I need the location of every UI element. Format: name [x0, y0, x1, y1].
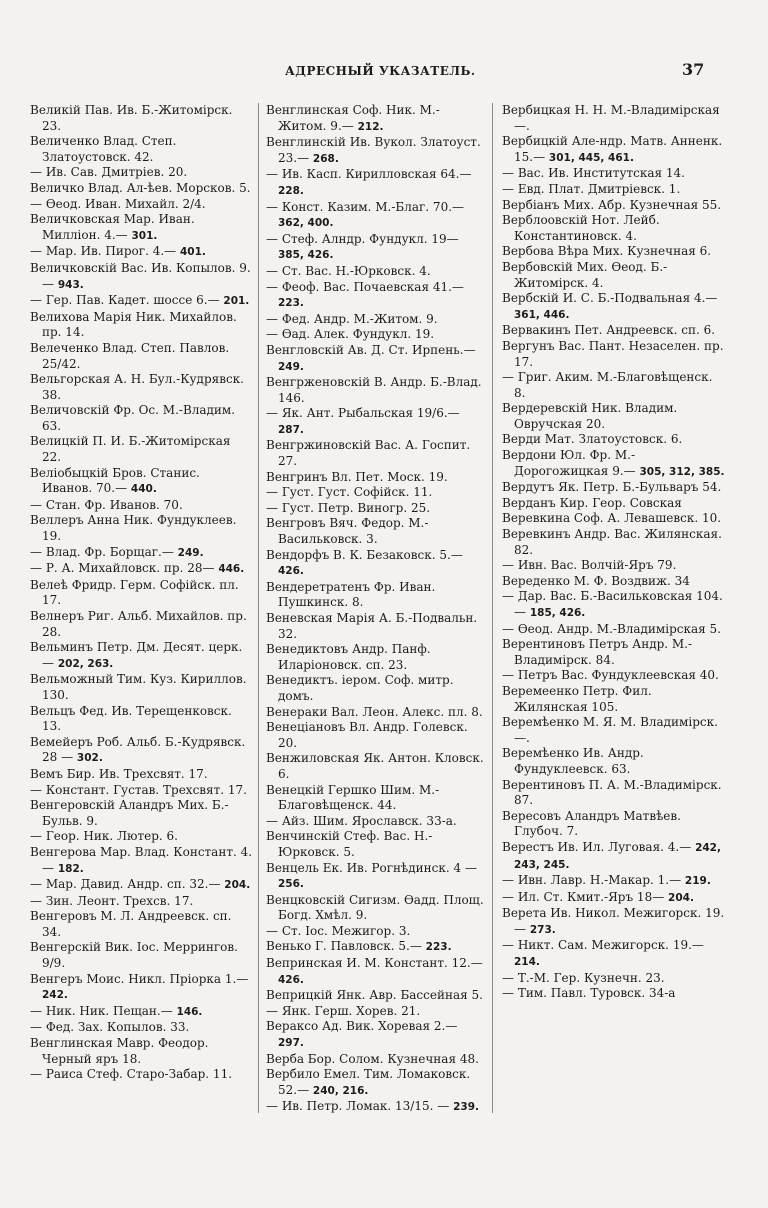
entry-text: Венько Г. Павловск. 5.—: [266, 939, 422, 954]
directory-entry: [266, 720, 486, 751]
entry-text: Великій Пав. Ив. Б.-Житомірск. 23.: [30, 103, 233, 133]
phone-number: 297.: [278, 1037, 304, 1050]
directory-entry: [30, 1067, 253, 1083]
directory-entry: [502, 244, 726, 260]
entry-text: Вельцъ Фед. Ив. Терещенковск. 13.: [30, 703, 232, 734]
phone-number: 362, 400.: [278, 217, 334, 230]
page-header: [0, 60, 768, 84]
phone-number: 146.: [176, 1005, 203, 1018]
directory-entry: [266, 343, 486, 375]
entry-text: Венгеръ Моис. Никл. Пріорка 1.—: [30, 971, 249, 986]
entry-text: Веневская Марія А. Б.-Подвальн. 32.: [266, 611, 478, 641]
directory-entry: [266, 642, 486, 673]
entry-text: Веприцкій Янк. Авр. Бассейная 5.: [266, 988, 483, 1003]
entry-text: — Григ. Аким. М.-Благовѣщенск. 8.: [502, 370, 713, 400]
entry-text: Велеѣ Фридр. Герм. Софійск. пл. 17.: [30, 577, 239, 608]
directory-entry: [266, 893, 486, 924]
directory-entry: [502, 890, 726, 907]
directory-entry: [502, 809, 726, 840]
directory-entry: [266, 1004, 486, 1020]
entry-text: Венгржиновскій Вас. А. Госпит. 27.: [266, 438, 471, 469]
directory-entry: [266, 611, 486, 642]
column-left: [30, 103, 253, 1188]
entry-text: Венгловскій Ав. Д. Ст. Ирпень.—: [266, 342, 476, 357]
directory-entry: [266, 501, 486, 517]
entry-text: Вердони Юл. Фр. М.-Дорогожицкая 9.—: [502, 448, 636, 478]
page-number: 37: [682, 60, 705, 79]
entry-text: — Ив. Петр. Ломак. 13/15. —: [266, 1099, 450, 1114]
directory-entry: [266, 939, 486, 956]
directory-entry: [266, 312, 486, 328]
phone-number: 204.: [224, 879, 251, 892]
directory-entry: [30, 1036, 253, 1067]
directory-entry: [266, 167, 486, 199]
directory-entry: [30, 1020, 253, 1036]
entry-text: Вельможный Тим. Куз. Кириллов. 130.: [30, 672, 247, 702]
entry-text: — Тим. Павл. Туровск. 34-а: [502, 986, 676, 1001]
phone-number: 302.: [76, 752, 103, 765]
entry-text: Веремѣенко Ив. Андр. Фундуклеевск. 63.: [502, 746, 644, 776]
directory-entry: [502, 291, 726, 323]
directory-entry: [266, 751, 486, 782]
directory-entry: [502, 213, 726, 244]
entry-text: Величовскій Фр. Ос. М.-Владим. 63.: [30, 403, 236, 433]
entry-text: Вересовъ Аландръ Матвѣев. Глубоч. 7.: [502, 808, 681, 839]
phone-number: 223.: [425, 941, 452, 954]
directory-entry: [502, 480, 726, 496]
entry-text: — Петръ Вас. Фундуклеевская 40.: [502, 668, 719, 683]
directory-entry: [30, 609, 253, 640]
entry-text: — Феоф. Вас. Почаевская 41.—: [266, 279, 464, 294]
directory-entry: [502, 938, 726, 970]
directory-entry: [30, 845, 253, 877]
directory-entry: [30, 197, 253, 213]
entry-text: Вепринская И. М. Констант. 12.—: [266, 956, 483, 971]
entry-text: — Вас. Ив. Институтская 14.: [502, 166, 685, 181]
entry-text: — Евд. Плат. Дмитріевск. 1.: [502, 181, 681, 196]
entry-text: Венцель Ек. Ив. Рогнѣдинск. 4 —: [266, 860, 477, 875]
entry-text: Венжиловская Як. Антон. Кловск. 6.: [266, 751, 484, 781]
phone-number: 182.: [57, 862, 84, 875]
entry-text: Величковскій Вас. Ив. Копылов. 9.—: [30, 260, 251, 291]
entry-text: Венгрженовскій В. Андр. Б.-Влад. 146.: [266, 375, 482, 405]
directory-entry: [30, 434, 253, 465]
entry-text: — Ник. Ник. Пещан.—: [30, 1003, 173, 1018]
entry-text: Венгеровъ М. Л. Андреевск. сп. 34.: [30, 909, 232, 939]
entry-text: Вердеревскій Ник. Владим. Овручская 20.: [502, 401, 678, 431]
directory-entry: [30, 498, 253, 514]
directory-entry: [502, 906, 726, 938]
directory-entry: [30, 403, 253, 434]
directory-entry: [30, 829, 253, 845]
entry-text: Венгровъ Вяч. Федор. М.-Васильковск. 3.: [266, 516, 429, 547]
directory-entry: [502, 401, 726, 432]
directory-entry: [266, 783, 486, 814]
entry-text: Вербило Емел. Тим. Ломаковск. 52.—: [266, 1067, 471, 1097]
phone-number: 440.: [130, 483, 157, 496]
directory-entry: [30, 798, 253, 829]
directory-entry: [30, 310, 253, 341]
directory-entry: [30, 165, 253, 181]
directory-entry: [266, 956, 486, 988]
phone-number: 268.: [312, 152, 339, 165]
entry-text: Вергунъ Вас. Пант. Незаселен. пр. 17.: [502, 338, 724, 369]
phone-number: 240, 216.: [312, 1084, 369, 1097]
phone-number: 301, 445, 461.: [548, 151, 634, 164]
entry-text: Венераки Вал. Леон. Алекс. пл. 8.: [266, 704, 483, 719]
entry-text: — Густ. Петр. Виногр. 25.: [266, 500, 431, 515]
phone-number: 943.: [57, 278, 84, 291]
directory-entry: [30, 767, 253, 783]
directory-entry: [266, 1019, 486, 1051]
entry-text: — Янк. Герш. Хорев. 21.: [266, 1003, 421, 1018]
entry-text: — Никт. Сам. Межигорск. 19.—: [502, 938, 704, 953]
directory-entry: [502, 432, 726, 448]
entry-text: — Ѳад. Алек. Фундукл. 19.: [266, 327, 435, 342]
entry-text: Вербовскій Мих. Ѳеод. Б.-Житомірск. 4.: [502, 259, 668, 290]
directory-entry: [30, 134, 253, 165]
phone-number: 305, 312, 385.: [639, 465, 725, 478]
phone-number: 446.: [218, 563, 245, 576]
directory-entry: [502, 339, 726, 370]
phone-number: 385, 426.: [278, 249, 334, 262]
phone-number: 401.: [179, 246, 206, 259]
entry-text: Венчинскій Стеф. Вас. Н.-Юрковск. 5.: [266, 829, 433, 859]
phone-number: 202, 263.: [57, 657, 114, 670]
directory-entry: [266, 1067, 486, 1099]
entry-text: Велнеръ Риг. Альб. Михайлов. пр. 28.: [30, 609, 247, 639]
entry-text: Венедиктовъ Андр. Панф. Иларіоновск. сп. 23.: [266, 642, 431, 672]
directory-entry: [502, 622, 726, 638]
entry-text: Вераксо Ад. Вик. Хоревая 2.—: [266, 1019, 458, 1034]
entry-text: Венцковскій Сигизм. Ѳадд. Площ. Богд. Хмѣл. 9.: [266, 892, 484, 923]
entry-text: Велихова Марія Ник. Михайлов. пр. 14.: [30, 309, 237, 340]
entry-text: — Стеф. Алндр. Фундукл. 19—: [266, 231, 459, 246]
directory-entry: [502, 746, 726, 777]
entry-text: — Як. Ант. Рыбальская 19/6.—: [266, 406, 460, 421]
directory-entry: [502, 370, 726, 401]
entry-text: Вербіанъ Мих. Абр. Кузнечная 55.: [502, 197, 722, 212]
phone-number: 249.: [278, 360, 304, 373]
directory-entry: [266, 280, 486, 312]
entry-text: Веремеенко Петр. Фил. Жилянская 105.: [502, 683, 652, 714]
phone-number: 204.: [668, 891, 694, 904]
phone-number: 219.: [684, 875, 711, 888]
directory-entry: [30, 909, 253, 940]
directory-entry: [266, 580, 486, 611]
directory-entry: [30, 244, 253, 261]
directory-entry: [30, 181, 253, 197]
directory-entry: [30, 561, 253, 578]
directory-entry: [30, 877, 253, 894]
phone-number: 228.: [278, 184, 304, 197]
directory-entry: [502, 527, 726, 558]
directory-entry: [30, 672, 253, 703]
entry-text: Велеченко Влад. Степ. Павлов. 25/42.: [30, 340, 230, 371]
directory-entry: [266, 264, 486, 280]
entry-text: Верба Бор. Солом. Кузнечная 48.: [266, 1051, 479, 1066]
phone-number: 426.: [278, 973, 304, 986]
directory-entry: [502, 971, 726, 987]
directory-entry: [266, 924, 486, 940]
column-middle: [266, 103, 486, 1188]
directory-entry: [266, 327, 486, 343]
entry-text: Венгринъ Вл. Пет. Моск. 19.: [266, 469, 448, 484]
directory-entry: [266, 470, 486, 486]
directory-entry: [502, 986, 726, 1002]
entry-text: Венедиктъ. іером. Соф. митр. домъ.: [266, 673, 454, 703]
entry-text: Вербицкій Але-ндр. Матв. Анненк. 15.—: [502, 134, 723, 164]
entry-text: Вемъ Бир. Ив. Трехсвят. 17.: [30, 766, 208, 781]
phone-number: 361, 446.: [514, 308, 570, 321]
directory-entry: [266, 548, 486, 580]
entry-text: — Зин. Леонт. Трехсв. 17.: [30, 893, 194, 908]
entry-text: — Р. А. Михайловск. пр. 28—: [30, 561, 215, 576]
phone-number: 256.: [278, 878, 304, 891]
entry-text: Верестъ Ив. Ил. Луговая. 4.—: [502, 839, 692, 854]
entry-text: — Ст. Вас. Н.-Юрковск. 4.: [266, 263, 431, 278]
entry-text: Венецкій Гершко Шим. М.-Благовѣщенск. 44.: [266, 782, 440, 813]
directory-entry: [30, 1004, 253, 1021]
phone-number: 185, 426.: [529, 607, 586, 619]
entry-text: Вельминъ Петр. Дм. Десят. церк.—: [30, 640, 243, 670]
entry-text: Веліобыцкій Бров. Станис. Иванов. 70.—: [30, 465, 200, 496]
directory-entry: [502, 134, 726, 166]
phone-number: 301.: [131, 229, 158, 242]
entry-text: Венглинскій Ив. Вукол. Златоуст. 23.—: [266, 135, 481, 165]
entry-text: Веллеръ Анна Ник. Фундуклеев. 19.: [30, 513, 237, 544]
column-divider: [258, 103, 259, 1113]
entry-text: Венгерова Мар. Влад. Констант. 4.—: [30, 844, 253, 875]
directory-entry: [30, 372, 253, 403]
entry-text: — Конст. Казим. М.-Благ. 70.—: [266, 199, 465, 214]
entry-text: Венгеровскій Аландръ Мих. Б.-Бульв. 9.: [30, 798, 229, 828]
entry-text: Верета Ив. Никол. Межигорск. 19.—: [502, 906, 725, 936]
directory-entry: [30, 972, 253, 1004]
entry-text: Величковская Мар. Иван. Милліон. 4.—: [30, 212, 195, 242]
directory-entry: [502, 323, 726, 339]
phone-number: 287.: [278, 423, 304, 436]
directory-entry: [30, 341, 253, 372]
entry-text: Вербова Вѣра Мих. Кузнечная 6.: [502, 244, 712, 259]
entry-text: — Ив. Касп. Кирилловская 64.—: [266, 167, 472, 182]
directory-entry: [266, 705, 486, 721]
phone-number: 201.: [223, 295, 250, 308]
directory-entry: [266, 988, 486, 1004]
entry-text: Верданъ Кир. Геор. Совская: [502, 495, 682, 510]
directory-entry: [266, 103, 486, 135]
entry-text: — Ив. Сав. Дмитріев. 20.: [30, 165, 188, 180]
directory-entry: [30, 783, 253, 799]
directory-entry: [266, 438, 486, 469]
directory-entry: [502, 260, 726, 291]
entry-text: Веремѣенко М. Я. М. Владимірск. —.: [502, 715, 718, 745]
entry-text: — Ивн. Лавр. Н.-Макар. 1.—: [502, 873, 682, 888]
entry-text: Венглинская Мавр. Феодор. Черный яръ 18.: [30, 1036, 209, 1066]
entry-text: Веревкина Соф. А. Левашевск. 10.: [502, 511, 722, 526]
entry-text: Вереденко М. Ф. Воздвиж. 34: [502, 573, 690, 588]
directory-entry: [266, 375, 486, 406]
phone-number: 239.: [453, 1101, 479, 1114]
directory-entry: [502, 166, 726, 182]
entry-text: Величенко Влад. Степ. Златоустовск. 42.: [30, 134, 177, 164]
phone-number: 242, 243, 245.: [514, 841, 721, 871]
phone-number: 273.: [529, 923, 556, 936]
directory-entry: [30, 545, 253, 562]
entry-text: Верентиновъ П. А. М.-Владимірск. 87.: [502, 777, 722, 808]
phone-number: 212.: [357, 120, 384, 133]
entry-text: — Ѳеод. Андр. М.-Владимірская 5.: [502, 621, 721, 636]
entry-text: — Фед. Андр. М.-Житом. 9.: [266, 311, 438, 326]
directory-entry: [502, 840, 726, 873]
entry-text: Вервакинъ Пет. Андреевск. сп. 6.: [502, 323, 716, 338]
entry-text: Верблоовскій Нот. Лейб. Константиновск. 4.: [502, 213, 660, 243]
directory-entry: [502, 496, 726, 512]
directory-entry: [266, 200, 486, 232]
directory-entry: [30, 293, 253, 310]
directory-entry: [30, 212, 253, 244]
directory-entry: [266, 485, 486, 501]
entry-text: Венгерскій Вик. Іос. Меррингов. 9/9.: [30, 940, 238, 971]
entry-text: Венеціановъ Вл. Андр. Голевск. 20.: [266, 720, 468, 750]
directory-entry: [266, 516, 486, 547]
directory-entry: [502, 103, 726, 134]
directory-entry: [30, 466, 253, 498]
directory-entry: [266, 829, 486, 860]
entry-text: Веревкинъ Андр. Вас. Жилянская. 82.: [502, 527, 722, 557]
phone-number: 242.: [42, 989, 68, 1002]
entry-text: — Раиса Стеф. Старо-Забар. 11.: [30, 1067, 233, 1082]
directory-entry: [30, 103, 253, 134]
directory-entry: [502, 511, 726, 527]
entry-text: — Влад. Фр. Борщаг.—: [30, 544, 174, 559]
phone-number: 223.: [278, 297, 304, 310]
entry-text: Венглинская Соф. Ник. М.-Житом. 9.—: [266, 103, 440, 133]
directory-entry: [266, 1052, 486, 1068]
directory-entry: [502, 715, 726, 746]
directory-entry: [502, 668, 726, 684]
phone-number: 249.: [177, 546, 204, 559]
entry-text: — Фед. Зах. Копылов. 33.: [30, 1020, 190, 1035]
directory-entry: [266, 673, 486, 704]
entry-text: — Дар. Вас. Б.-Васильковская 104.—: [502, 589, 723, 619]
entry-text: Вемейеръ Роб. Альб. Б.-Кудрявск. 28 —: [30, 734, 246, 765]
entry-text: — Т.-М. Гер. Кузнечн. 23.: [502, 970, 665, 985]
entry-text: — Ивн. Вас. Волчій-Яръ 79.: [502, 558, 677, 573]
entry-text: — Густ. Густ. Софійск. 11.: [266, 485, 433, 500]
entry-text: Велицкій П. И. Б.-Житомірская 22.: [30, 434, 231, 465]
running-title: АДРЕСНЫЙ УКАЗАТЕЛЬ.: [285, 64, 476, 78]
directory-entry: [30, 261, 253, 293]
entry-text: — Геор. Ник. Лютер. 6.: [30, 829, 178, 844]
directory-entry: [502, 684, 726, 715]
entry-text: — Ст. Іос. Межигор. 3.: [266, 923, 411, 938]
phone-number: 426.: [278, 565, 304, 578]
directory-entry: [502, 778, 726, 809]
entry-text: — Стан. Фр. Иванов. 70.: [30, 497, 183, 512]
directory-entry: [266, 232, 486, 264]
directory-entry: [30, 894, 253, 910]
directory-entry: [30, 704, 253, 735]
directory-entry: [502, 873, 726, 890]
entry-text: — Гер. Пав. Кадет. шоссе 6.—: [30, 293, 220, 308]
directory-entry: [30, 513, 253, 544]
entry-text: Вердутъ Як. Петр. Б.-Бульваръ 54.: [502, 480, 722, 495]
entry-text: — Мар. Ив. Пирог. 4.—: [30, 244, 177, 259]
entry-text: Вендеретратенъ Фр. Иван. Пушкинск. 8.: [266, 579, 436, 610]
directory-entry: [266, 406, 486, 438]
directory-entry: [30, 735, 253, 767]
directory-entry: [502, 637, 726, 668]
entry-text: — Ил. Ст. Кмит.-Яръ 18—: [502, 889, 665, 904]
directory-entry: [266, 1099, 486, 1116]
entry-text: Вербскій И. С. Б.-Подвальная 4.—: [502, 291, 718, 306]
directory-entry: [266, 814, 486, 830]
directory-entry: [266, 135, 486, 167]
entry-text: Вельгорская А. Н. Бул.-Кудрявск. 38.: [30, 372, 244, 402]
entry-text: — Ѳеод. Иван. Михайл. 2/4.: [30, 196, 206, 211]
directory-entry: [502, 589, 726, 621]
directory-entry: [502, 574, 726, 590]
directory-entry: [266, 861, 486, 893]
entry-text: Верди Мат. Златоустовск. 6.: [502, 432, 683, 447]
entry-text: — Констант. Густав. Трехсвят. 17.: [30, 782, 247, 797]
directory-entry: [30, 940, 253, 971]
directory-entry: [502, 448, 726, 480]
directory-entry: [502, 182, 726, 198]
directory-entry: [30, 578, 253, 609]
directory-entry: [502, 198, 726, 214]
column-divider: [492, 103, 493, 1113]
entry-text: Величко Влад. Ал-ѣев. Морсков. 5.: [30, 180, 251, 195]
column-right: [502, 103, 726, 1188]
directory-entry: [502, 558, 726, 574]
entry-text: Вербицкая Н. Н. М.-Владимірская —.: [502, 103, 720, 133]
directory-entry: [30, 640, 253, 672]
entry-text: — Мар. Давид. Андр. сп. 32.—: [30, 877, 221, 892]
entry-text: Вендорфъ В. К. Безаковск. 5.—: [266, 547, 463, 562]
entry-text: — Айз. Шим. Ярославск. 33-а.: [266, 813, 457, 828]
phone-number: 214.: [514, 956, 540, 969]
entry-text: Верентиновъ Петръ Андр. М.-Владимірск. 84.: [502, 637, 693, 667]
